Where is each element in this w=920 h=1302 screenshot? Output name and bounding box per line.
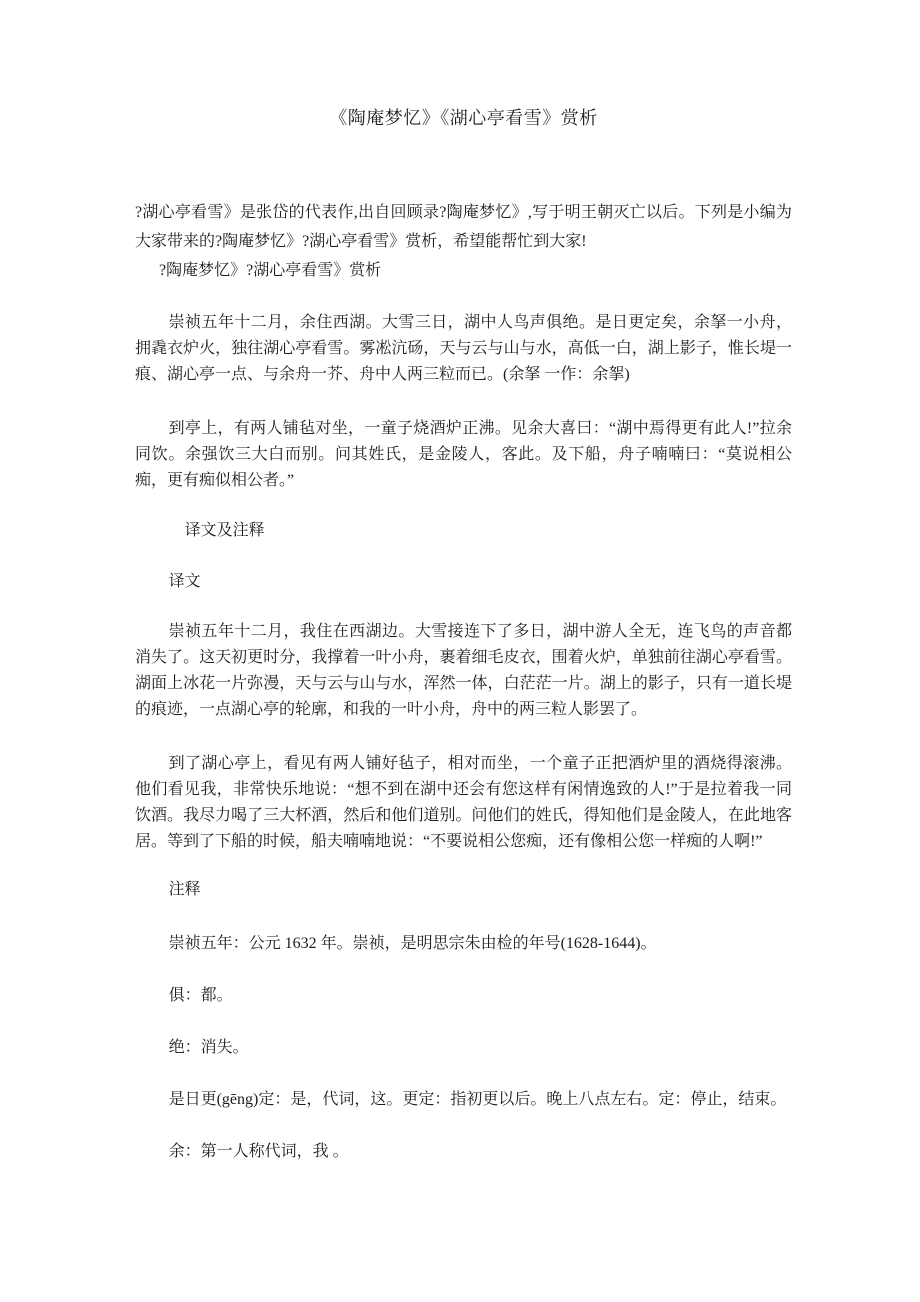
note-yu: 余：第一人称代词，我 。 [168,1143,349,1160]
intro-block [135,198,792,285]
note-jue: 绝：消失。 [168,1039,249,1056]
original-text-paragraph-2: 到亭上，有两人铺毡对坐，一童子烧酒炉正沸。见余大喜曰：“湖中焉得更有此人!”拉余同饮。余强饮三大白而别。问其姓氏，是金陵人，客此。及下船，舟子喃喃曰：“莫说相公痴，更有痴似相公者。” [135,420,792,489]
intro-subtitle-line: ?陶庵梦忆》?湖心亭看雪》赏析 [159,262,382,279]
document-title: 《陶庵梦忆》《湖心亭看雪》赏析 [329,108,598,128]
translation-paragraph-1: 崇祯五年十二月，我住在西湖边。大雪接连下了多日，湖中游人全无，连飞鸟的声音都消失了。这天初更时分，我撑着一叶小舟，裹着细毛皮衣，围着火炉，单独前往湖心亭看雪。湖面上冰花一片弥漫，天与云与山与水，浑然一体，白茫茫一片。湖上的影子，只有一道长堤的痕迹，一点湖心亭的轮廓，和我的一叶小舟，舟中的两三粒人影罢了。 [135,623,792,718]
original-text-paragraph-1: 崇祯五年十二月，余住西湖。大雪三日，湖中人鸟声俱绝。是日更定矣，余拏一小舟，拥毳衣炉火，独往湖心亭看雪。雾凇沆砀，天与云与山与水，高低一白，湖上影子，惟长堤一痕、湖心亭一点、与余舟一芥、舟中人两三粒而已。(余拏 一作：余挐) [135,314,792,383]
section-heading-translation-and-notes: 译文及注释 [184,522,265,539]
subheading-notes: 注释 [168,881,201,898]
intro-lead-text: ?湖心亭看雪》是张岱的代表作,出自回顾录?陶庵梦忆》,写于明王朝灭亡以后。下列是小编为大家带来的?陶庵梦忆》?湖心亭看雪》赏析，希望能帮忙到大家! [135,204,792,250]
subheading-translation: 译文 [168,573,201,590]
note-geng-ding: 是日更(gēng)定：是，代词，这。更定：指初更以后。晚上八点左右。定：停止，结束。 [168,1091,787,1108]
note-chongzhen-five-years: 崇祯五年：公元 1632 年。崇祯，是明思宗朱由检的年号(1628-1644)。 [168,935,657,952]
note-ju: 俱：都。 [168,987,233,1004]
translation-paragraph-2: 到了湖心亭上，看见有两人铺好毡子，相对而坐，一个童子正把酒炉里的酒烧得滚沸。他们看见我，非常快乐地说：“想不到在湖中还会有您这样有闲情逸致的人!”于是拉着我一同饮酒。我尽力喝了三大杯酒，然后和他们道别。问他们的姓氏，得知他们是金陵人，在此地客居。等到了下船的时候，船夫喃喃地说：“不要说相公您痴，还有像相公您一样痴的人啊!” [135,755,792,850]
